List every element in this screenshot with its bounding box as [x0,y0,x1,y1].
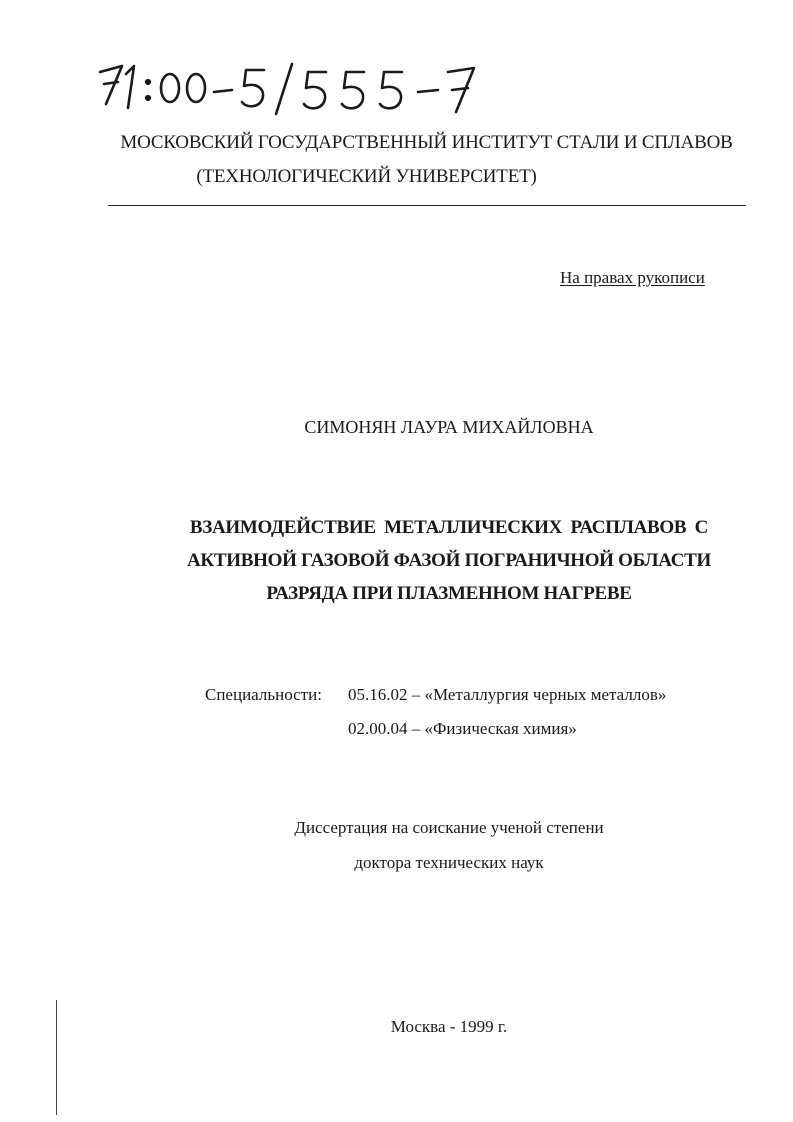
degree-line: Диссертация на соискание ученой степени [294,818,604,837]
header-divider [108,205,746,206]
specialties-label: Специальности: [205,685,322,704]
scan-edge-line [56,1000,57,1115]
institute-subtitle: (ТЕХНОЛОГИЧЕСКИЙ УНИВЕРСИТЕТ) [196,166,537,187]
institute-name: МОСКОВСКИЙ ГОСУДАРСТВЕННЫЙ ИНСТИТУТ СТАЛИ И СПЛАВОВ [120,132,733,153]
specialty-item: 02.00.04 – «Физическая химия» [348,719,577,738]
thesis-title-line: ВЗАИМОДЕЙСТВИЕ МЕТАЛЛИЧЕСКИХ РАСПЛАВОВ С [189,517,709,538]
specialty-item: 05.16.02 – «Металлургия черных металлов» [348,685,667,704]
rights-note: На правах рукописи [560,268,705,287]
thesis-title-line: АКТИВНОЙ ГАЗОВОЙ ФАЗОЙ ПОГРАНИЧНОЙ ОБЛАСТИ [187,550,711,571]
city-year: Москва - 1999 г. [390,1017,508,1036]
author-name: СИМОНЯН ЛАУРА МИХАЙЛОВНА [304,417,594,437]
thesis-title-line: РАЗРЯДА ПРИ ПЛАЗМЕННОМ НАГРЕВЕ [266,583,632,604]
handwritten-archive-number [96,58,516,122]
degree-line: доктора технических наук [354,853,544,872]
